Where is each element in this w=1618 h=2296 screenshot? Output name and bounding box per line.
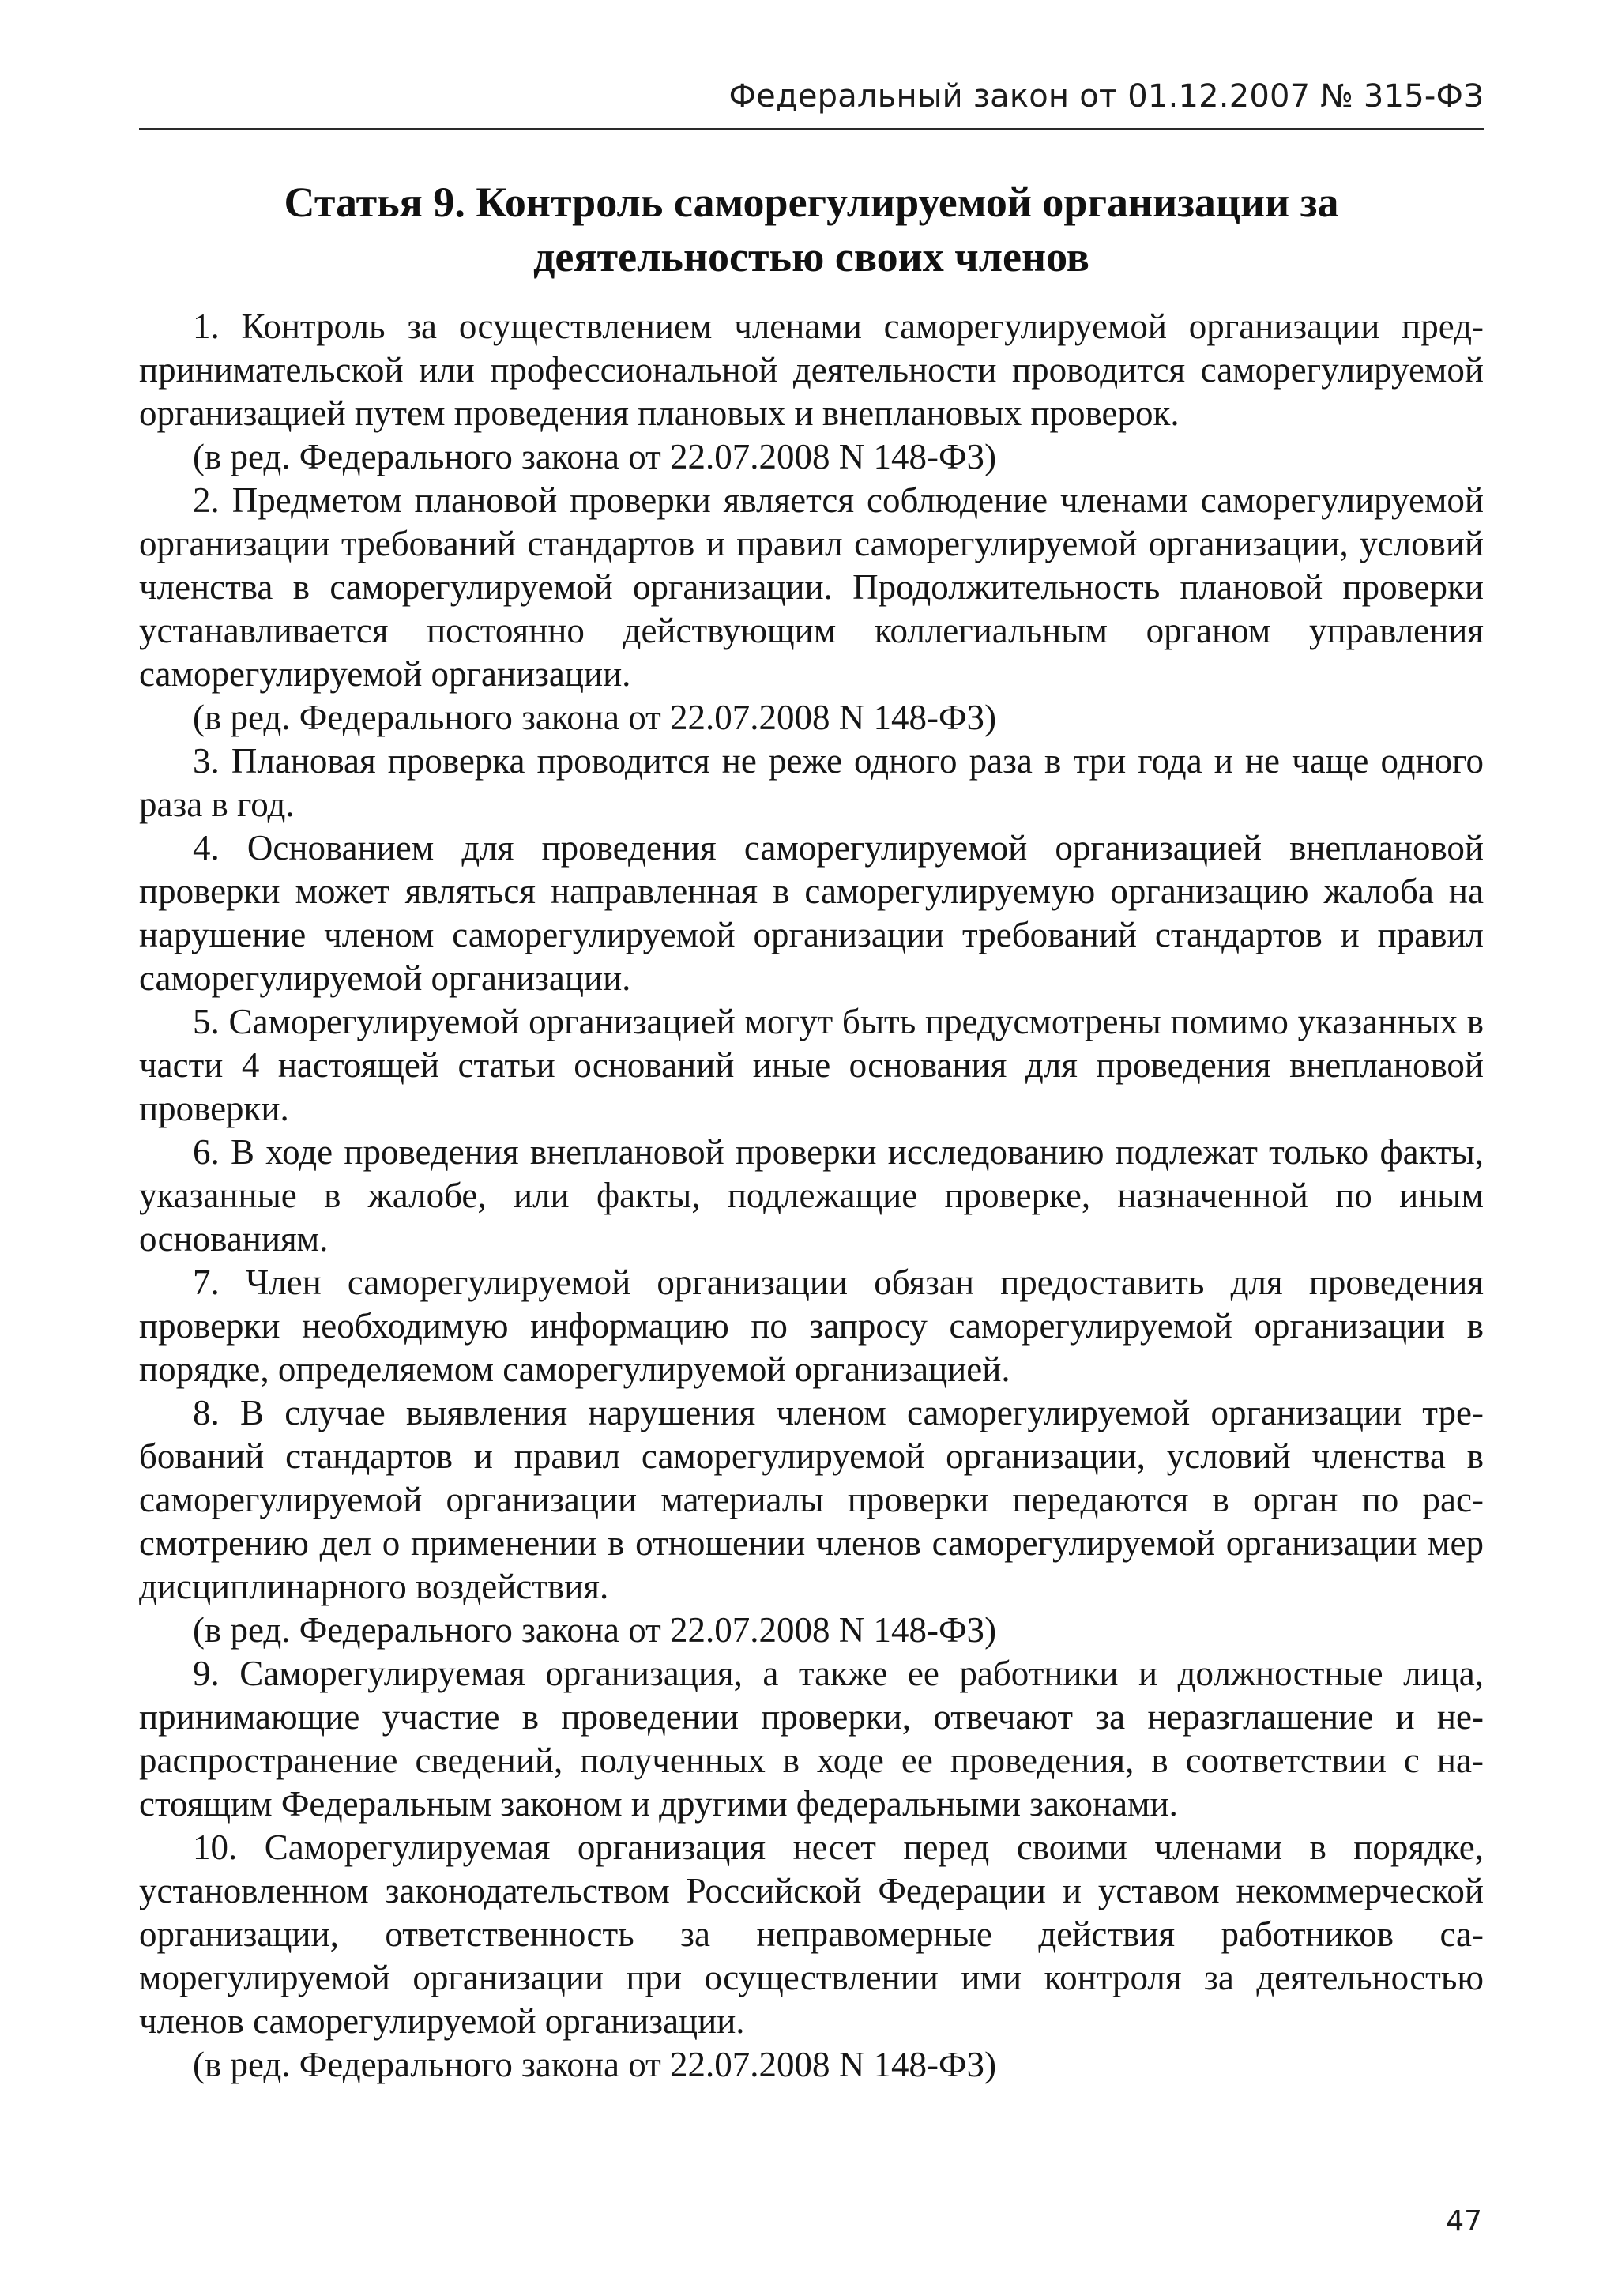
- paragraph-3: 3. Плановая проверка проводится не реже одного раза в три года и не чаще одного раза в год.: [139, 741, 1484, 824]
- amendment-note: (в ред. Федерального закона от 22.07.2008 N 148-ФЗ): [193, 698, 997, 737]
- article-body: [139, 305, 1484, 2087]
- amendment-note: (в ред. Федерального закона от 22.07.2008 N 148-ФЗ): [193, 2045, 997, 2084]
- paragraph-1: 1. Контроль за осуществлением членами саморегулируемой организации предпринимательской или профессиональной деятельности проводится саморегулируемой организацией путем проведения плановых и внеплановых проверок.: [139, 307, 1484, 433]
- paragraph-9: 9. Саморегулируемая организация, а также ее работники и должностные лица, принимающие участие в проведении проверки, отвечают за неразглашение и нераспространение сведений, полученных в ходе ее проведения, в соответствии с настоящим Федеральным законом и другими федеральными законами.: [139, 1654, 1484, 1824]
- paragraph-5: 5. Саморегулируемой организацией могут быть предусмотрены помимо указанных в части 4 настоящей статьи оснований иные основания для проведения внеплановой проверки.: [139, 1002, 1484, 1128]
- article-title: Статья 9. Контроль саморегулируемой организации за деятельностью своих членов: [284, 179, 1339, 280]
- paragraph-6: 6. В ходе проведения внеплановой проверки исследованию подлежат только факты, указанные в жалобе, или факты, подлежащие проверке, назначенной по иным основаниям.: [139, 1132, 1484, 1259]
- paragraph-4: 4. Основанием для проведения саморегулируемой организацией внеплановой проверки может являться направленная в саморегулируемую организацию жалоба на нарушение членом саморегулируемой организации требований стандартов и правил саморегулируемой организации.: [139, 828, 1484, 998]
- amendment-note: (в ред. Федерального закона от 22.07.2008 N 148-ФЗ): [193, 1610, 997, 1650]
- header-divider: [139, 128, 1484, 130]
- paragraph-10: 10. Саморегулируемая организация несет перед своими членами в порядке, установленном законодательством Российской Федерации и уставом некоммерческой организации, ответственность за неправомерные действия работников саморегулируемой организации при осуществлении ими контроля за деятельностью членов саморегулируемой организации.: [139, 1827, 1484, 2041]
- running-header: Федеральный закон от 01.12.2007 № 315-ФЗ: [728, 78, 1484, 115]
- page-number: 47: [1446, 2205, 1482, 2238]
- paragraph-7: 7. Член саморегулируемой организации обязан предоставить для проведения проверки необходимую информацию по запросу саморегулируемой организации в порядке, определяемом саморегулируемой организацией.: [139, 1263, 1484, 1389]
- paragraph-8: 8. В случае выявления нарушения членом саморегулируемой организации требований стандартов и правил саморегулируемой организации, условий членства в саморегулируемой организации материалы проверки передаются в орган по рассмотрению дел о применении в отношении членов саморегулируемой организации мер дисциплинарного воздействия.: [139, 1393, 1484, 1606]
- amendment-note: (в ред. Федерального закона от 22.07.2008 N 148-ФЗ): [193, 437, 997, 476]
- paragraph-2: 2. Предметом плановой проверки является соблюдение членами саморегулируемой организации требований стандартов и правил саморегулируемой организации, условий членства в саморегулируемой организации. Продолжительность плановой проверки устанавливается постоянно действующим коллегиальным органом управления саморегулируемой организации.: [139, 480, 1484, 694]
